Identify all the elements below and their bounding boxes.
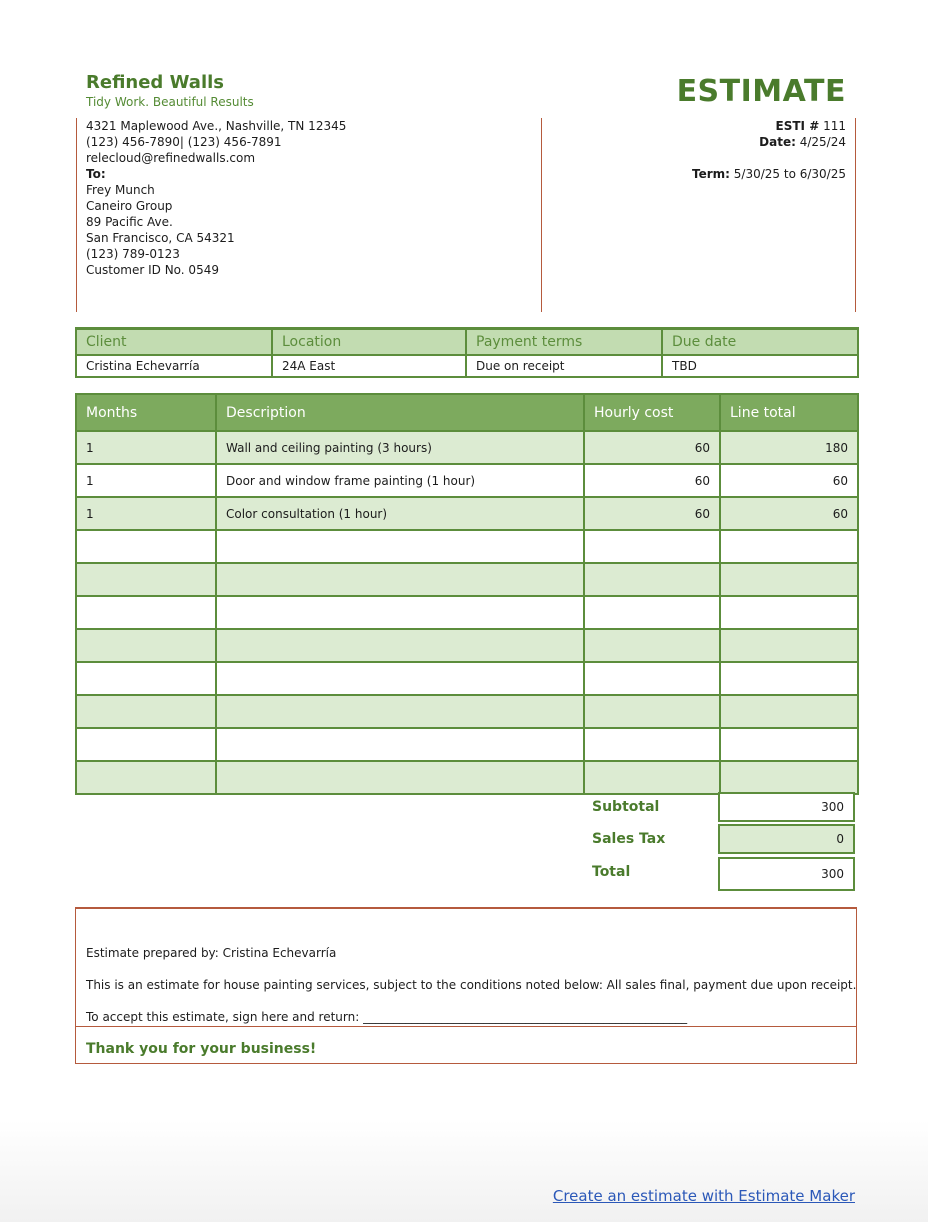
estimate-number-value: 111 bbox=[823, 119, 846, 133]
hourly-cost-cell: 60 bbox=[584, 464, 720, 497]
hourly-cost-cell bbox=[584, 728, 720, 761]
estimate-number-label: ESTI # bbox=[775, 119, 820, 133]
subtotal-label: Subtotal bbox=[592, 799, 660, 815]
hourly-cost-cell bbox=[584, 629, 720, 662]
estimate-term-label: Term: bbox=[692, 167, 730, 181]
hourly-cost-cell bbox=[584, 761, 720, 794]
estimate-meta bbox=[692, 118, 846, 182]
to-label: To: bbox=[86, 167, 106, 181]
estimate-date bbox=[692, 134, 846, 150]
middle-rule bbox=[541, 118, 542, 312]
page-shadow bbox=[0, 1120, 928, 1222]
recipient-street: 89 Pacific Ave. bbox=[86, 215, 173, 229]
recipient-name: Frey Munch bbox=[86, 183, 155, 197]
table-row bbox=[76, 662, 858, 695]
table-row bbox=[76, 695, 858, 728]
right-rule bbox=[855, 118, 856, 312]
table-row bbox=[76, 563, 858, 596]
months-cell bbox=[76, 761, 216, 794]
line-total-cell bbox=[720, 563, 858, 596]
table-row bbox=[76, 431, 858, 464]
estimate-date-value: 4/25/24 bbox=[799, 135, 846, 149]
line-total-cell bbox=[720, 662, 858, 695]
hourly-cost-cell bbox=[584, 530, 720, 563]
estimate-term-value: 5/30/25 to 6/30/25 bbox=[733, 167, 846, 181]
due-date-header: Due date bbox=[662, 329, 858, 356]
description-cell: Door and window frame painting (1 hour) bbox=[216, 464, 584, 497]
line-total-cell: 60 bbox=[720, 497, 858, 530]
document-title: ESTIMATE bbox=[676, 74, 846, 109]
description-cell: Color consultation (1 hour) bbox=[216, 497, 584, 530]
months-cell bbox=[76, 563, 216, 596]
estimate-term bbox=[692, 166, 846, 182]
recipient-phone: (123) 789-0123 bbox=[86, 247, 180, 261]
company-email: relecloud@refinedwalls.com bbox=[86, 151, 256, 165]
description-cell bbox=[216, 761, 584, 794]
payment-terms-value: Due on receipt bbox=[466, 355, 662, 377]
estimate-number bbox=[692, 118, 846, 134]
customer-id: Customer ID No. 0549 bbox=[86, 263, 219, 277]
hourly-cost-cell: 60 bbox=[584, 497, 720, 530]
notes-divider bbox=[76, 1026, 856, 1027]
sender-recipient-block bbox=[86, 118, 346, 278]
estimate-maker-link[interactable]: Create an estimate with Estimate Maker bbox=[552, 1187, 855, 1205]
table-row bbox=[76, 464, 858, 497]
months-cell: 1 bbox=[76, 497, 216, 530]
company-tagline: Tidy Work. Beautiful Results bbox=[86, 95, 254, 109]
recipient-city: San Francisco, CA 54321 bbox=[86, 231, 235, 245]
company-phones: (123) 456-7890| (123) 456-7891 bbox=[86, 135, 282, 149]
months-header: Months bbox=[76, 394, 216, 431]
table-row bbox=[76, 497, 858, 530]
table-row bbox=[76, 530, 858, 563]
estimate-date-label: Date: bbox=[759, 135, 796, 149]
months-cell: 1 bbox=[76, 431, 216, 464]
hourly-cost-cell bbox=[584, 662, 720, 695]
hourly-cost-cell bbox=[584, 596, 720, 629]
total-label: Total bbox=[592, 864, 631, 880]
months-cell bbox=[76, 530, 216, 563]
company-name: Refined Walls bbox=[86, 72, 224, 93]
company-address: 4321 Maplewood Ave., Nashville, TN 12345 bbox=[86, 119, 347, 133]
line-total-cell bbox=[720, 596, 858, 629]
description-cell bbox=[216, 596, 584, 629]
description-cell bbox=[216, 629, 584, 662]
months-cell bbox=[76, 695, 216, 728]
description-cell: Wall and ceiling painting (3 hours) bbox=[216, 431, 584, 464]
notes-box bbox=[75, 907, 857, 1064]
months-cell bbox=[76, 662, 216, 695]
line-total-cell bbox=[720, 629, 858, 662]
description-cell bbox=[216, 563, 584, 596]
line-items-table bbox=[75, 393, 859, 795]
sales-tax-value: 0 bbox=[718, 824, 855, 854]
months-cell bbox=[76, 596, 216, 629]
table-row bbox=[76, 629, 858, 662]
line-total-cell bbox=[720, 728, 858, 761]
line-total-header: Line total bbox=[720, 394, 858, 431]
description-cell bbox=[216, 530, 584, 563]
months-cell bbox=[76, 728, 216, 761]
description-header: Description bbox=[216, 394, 584, 431]
months-cell: 1 bbox=[76, 464, 216, 497]
recipient-company: Caneiro Group bbox=[86, 199, 173, 213]
payment-terms-header: Payment terms bbox=[466, 329, 662, 356]
location-value: 24A East bbox=[272, 355, 466, 377]
client-header: Client bbox=[76, 329, 272, 356]
location-header: Location bbox=[272, 329, 466, 356]
description-cell bbox=[216, 728, 584, 761]
months-cell bbox=[76, 629, 216, 662]
hourly-cost-cell bbox=[584, 563, 720, 596]
description-cell bbox=[216, 662, 584, 695]
total-value: 300 bbox=[718, 857, 855, 891]
table-row bbox=[76, 728, 858, 761]
hourly-cost-header: Hourly cost bbox=[584, 394, 720, 431]
line-total-cell: 60 bbox=[720, 464, 858, 497]
signature-line: To accept this estimate, sign here and return: ______________________________________________________ bbox=[86, 1010, 688, 1024]
client-value: Cristina Echevarría bbox=[76, 355, 272, 377]
description-cell bbox=[216, 695, 584, 728]
prepared-by: Estimate prepared by: Cristina Echevarría bbox=[86, 946, 337, 960]
line-total-cell bbox=[720, 695, 858, 728]
client-table bbox=[75, 327, 859, 378]
subtotal-value: 300 bbox=[718, 792, 855, 822]
table-row bbox=[76, 596, 858, 629]
due-date-value: TBD bbox=[662, 355, 858, 377]
thank-you-message: Thank you for your business! bbox=[86, 1041, 317, 1057]
sales-tax-label: Sales Tax bbox=[592, 831, 666, 847]
hourly-cost-cell bbox=[584, 695, 720, 728]
left-rule bbox=[76, 118, 77, 312]
table-row bbox=[76, 761, 858, 794]
line-total-cell: 180 bbox=[720, 431, 858, 464]
line-total-cell bbox=[720, 530, 858, 563]
conditions-text: This is an estimate for house painting services, subject to the conditions noted below: All sales final, payment due upon receipt. bbox=[86, 978, 857, 992]
line-total-cell bbox=[720, 761, 858, 794]
hourly-cost-cell: 60 bbox=[584, 431, 720, 464]
